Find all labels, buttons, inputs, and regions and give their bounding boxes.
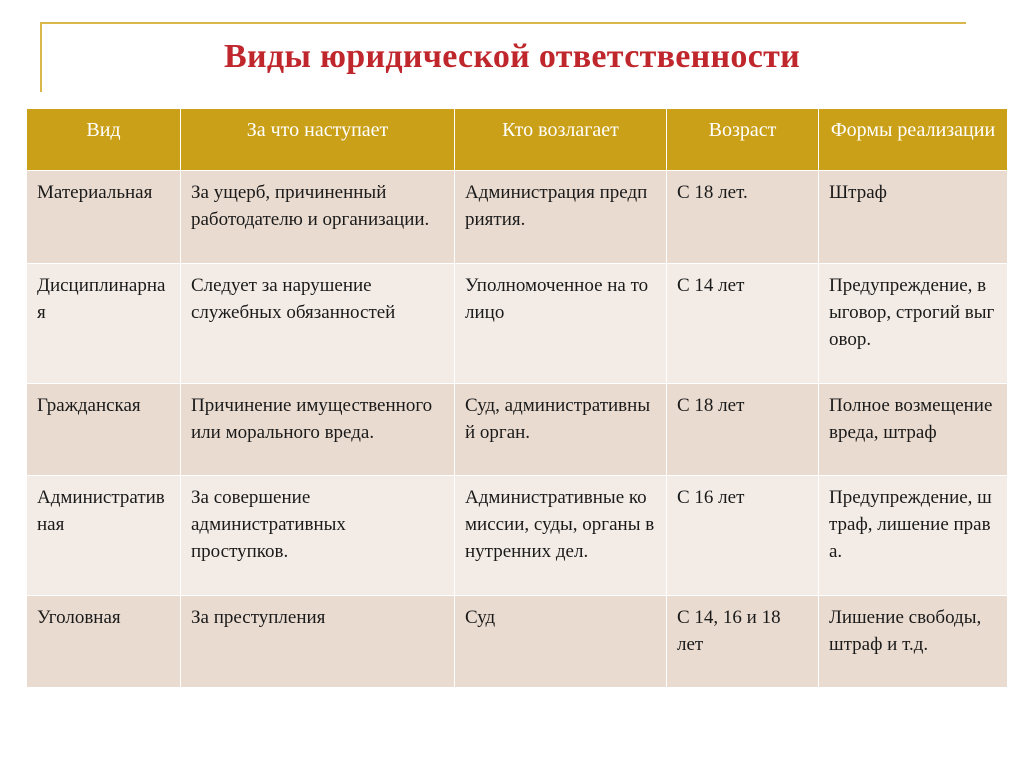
cell-authority: Административные комиссии, суды, органы внутренних дел. — [455, 476, 667, 596]
header-authority: Кто возлагает — [455, 109, 667, 171]
header-forms: Формы реализации — [819, 109, 1008, 171]
cell-type: Гражданская — [27, 384, 181, 476]
cell-reason: Следует за нарушение служебных обязанностей — [181, 264, 455, 384]
cell-forms: Предупреждение, выговор, строгий выговор. — [819, 264, 1008, 384]
cell-age: С 18 лет. — [667, 171, 819, 264]
page-title: Виды юридической ответственности — [223, 38, 800, 75]
table-row — [27, 171, 1008, 264]
header-type: Вид — [27, 109, 181, 171]
table-row — [27, 384, 1008, 476]
cell-type: Дисциплинарная — [27, 264, 181, 384]
table-row — [27, 264, 1008, 384]
table-header-row — [27, 109, 1008, 171]
cell-authority: Уполномоченное на то лицо — [455, 264, 667, 384]
table-row — [27, 596, 1008, 688]
cell-reason: За ущерб, причиненный работодателю и организации. — [181, 171, 455, 264]
cell-type: Административная — [27, 476, 181, 596]
frame-top-line — [40, 22, 966, 24]
cell-authority: Суд, административный орган. — [455, 384, 667, 476]
header-reason: За что наступает — [181, 109, 455, 171]
table-row — [27, 476, 1008, 596]
cell-type: Уголовная — [27, 596, 181, 688]
responsibility-table — [26, 108, 1008, 688]
cell-age: С 14 лет — [667, 264, 819, 384]
cell-age: С 16 лет — [667, 476, 819, 596]
cell-type: Материальная — [27, 171, 181, 264]
cell-reason: Причинение имущественного или морального вреда. — [181, 384, 455, 476]
cell-forms: Полное возмещение вреда, штраф — [819, 384, 1008, 476]
cell-age: С 14, 16 и 18 лет — [667, 596, 819, 688]
header-age: Возраст — [667, 109, 819, 171]
cell-authority: Суд — [455, 596, 667, 688]
cell-age: С 18 лет — [667, 384, 819, 476]
cell-forms: Предупреждение, штраф, лишение права. — [819, 476, 1008, 596]
cell-forms: Лишение свободы, штраф и т.д. — [819, 596, 1008, 688]
cell-reason: За преступления — [181, 596, 455, 688]
cell-reason: За совершение административных проступков. — [181, 476, 455, 596]
cell-forms: Штраф — [819, 171, 1008, 264]
cell-authority: Администрация предприятия. — [455, 171, 667, 264]
